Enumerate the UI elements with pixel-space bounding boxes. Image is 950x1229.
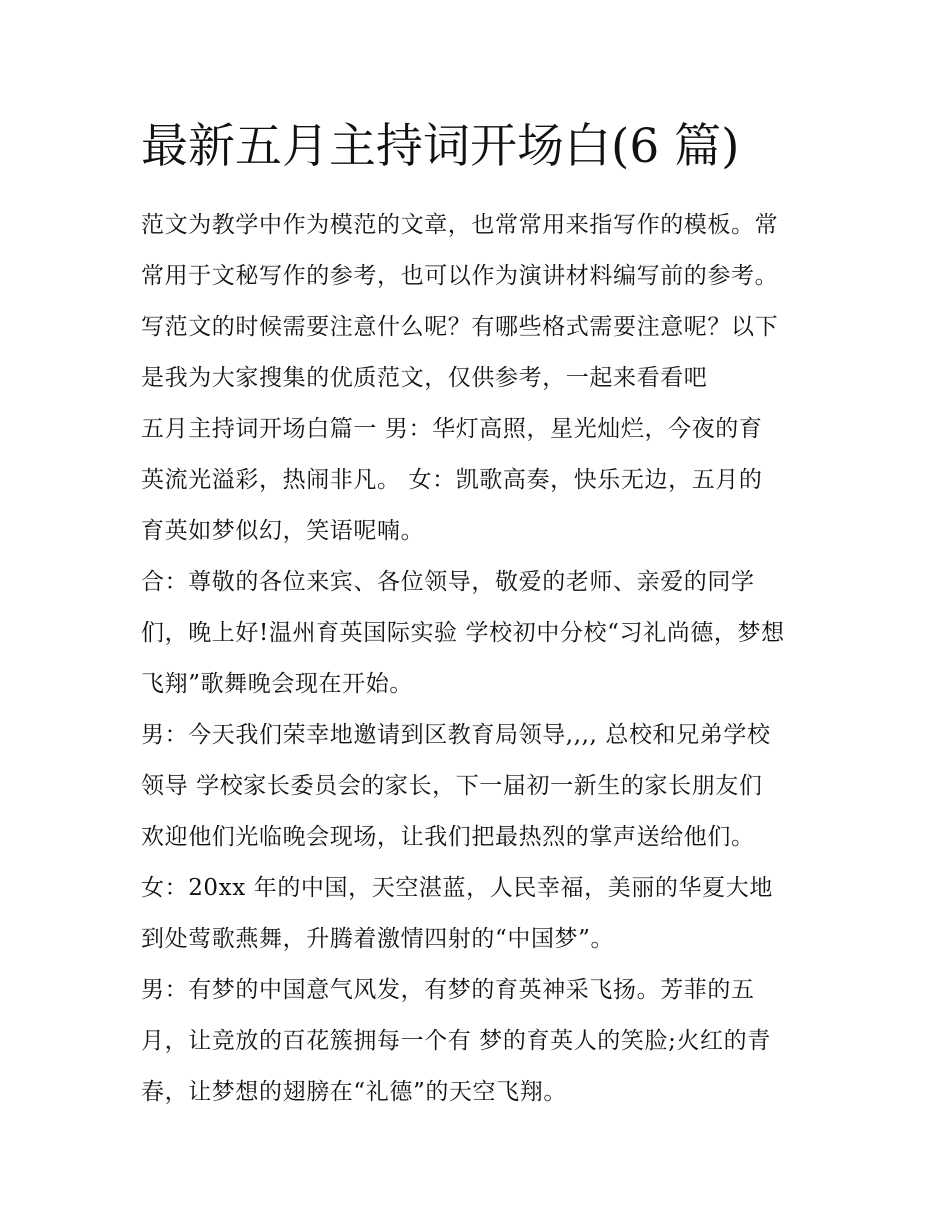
document-body	[141, 200, 821, 1118]
paragraph-intro: 范文为教学中作为模范的文章，也常常用来指写作的模板。常 常用于文秘写作的参考，也可以作为演讲材料编写前的参考。 写范文的时候需要注意什么呢？有哪些格式需要注意呢？以下 是我为大家搜集的优质范文，仅供参考，一起来看看吧	[141, 212, 779, 391]
paragraph-opening-1: 五月主持词开场白篇一 男：华灯高照，星光灿烂，今夜的育 英流光溢彩，热闹非凡。 女：凯歌高奏，快乐无边，五月的 育英如梦似幻，笑语呢喃。	[141, 416, 763, 544]
paragraph-guests: 男：今天我们荣幸地邀请到区教育局领导,,,, 总校和兄弟学校 领导 学校家长委员会的家长，下一届初一新生的家长朋友们 欢迎他们光临晚会现场，让我们把最热烈的掌声送给他们。	[141, 722, 771, 850]
paragraph-china-dream: 女：20xx 年的中国，天空湛蓝，人民幸福，美丽的华夏大地 到处莺歌燕舞，升腾着激情四射的“中国梦”。	[141, 875, 773, 952]
document-title: 最新五月主持词开场白(6 篇)	[141, 119, 740, 174]
paragraph-dreams: 男：有梦的中国意气风发，有梦的育英神采飞扬。芳菲的五 月，让竞放的百花簇拥每一个有 梦的育英人的笑脸;火红的青 春，让梦想的翅膀在“礼德”的天空飞翔。	[141, 977, 771, 1105]
document-content	[141, 112, 821, 1118]
paragraph-greeting: 合：尊敬的各位来宾、各位领导，敬爱的老师、亲爱的同学 们，晚上好!温州育英国际实验 学校初中分校“习礼尚德，梦想 飞翔”歌舞晚会现在开始。	[141, 569, 785, 697]
